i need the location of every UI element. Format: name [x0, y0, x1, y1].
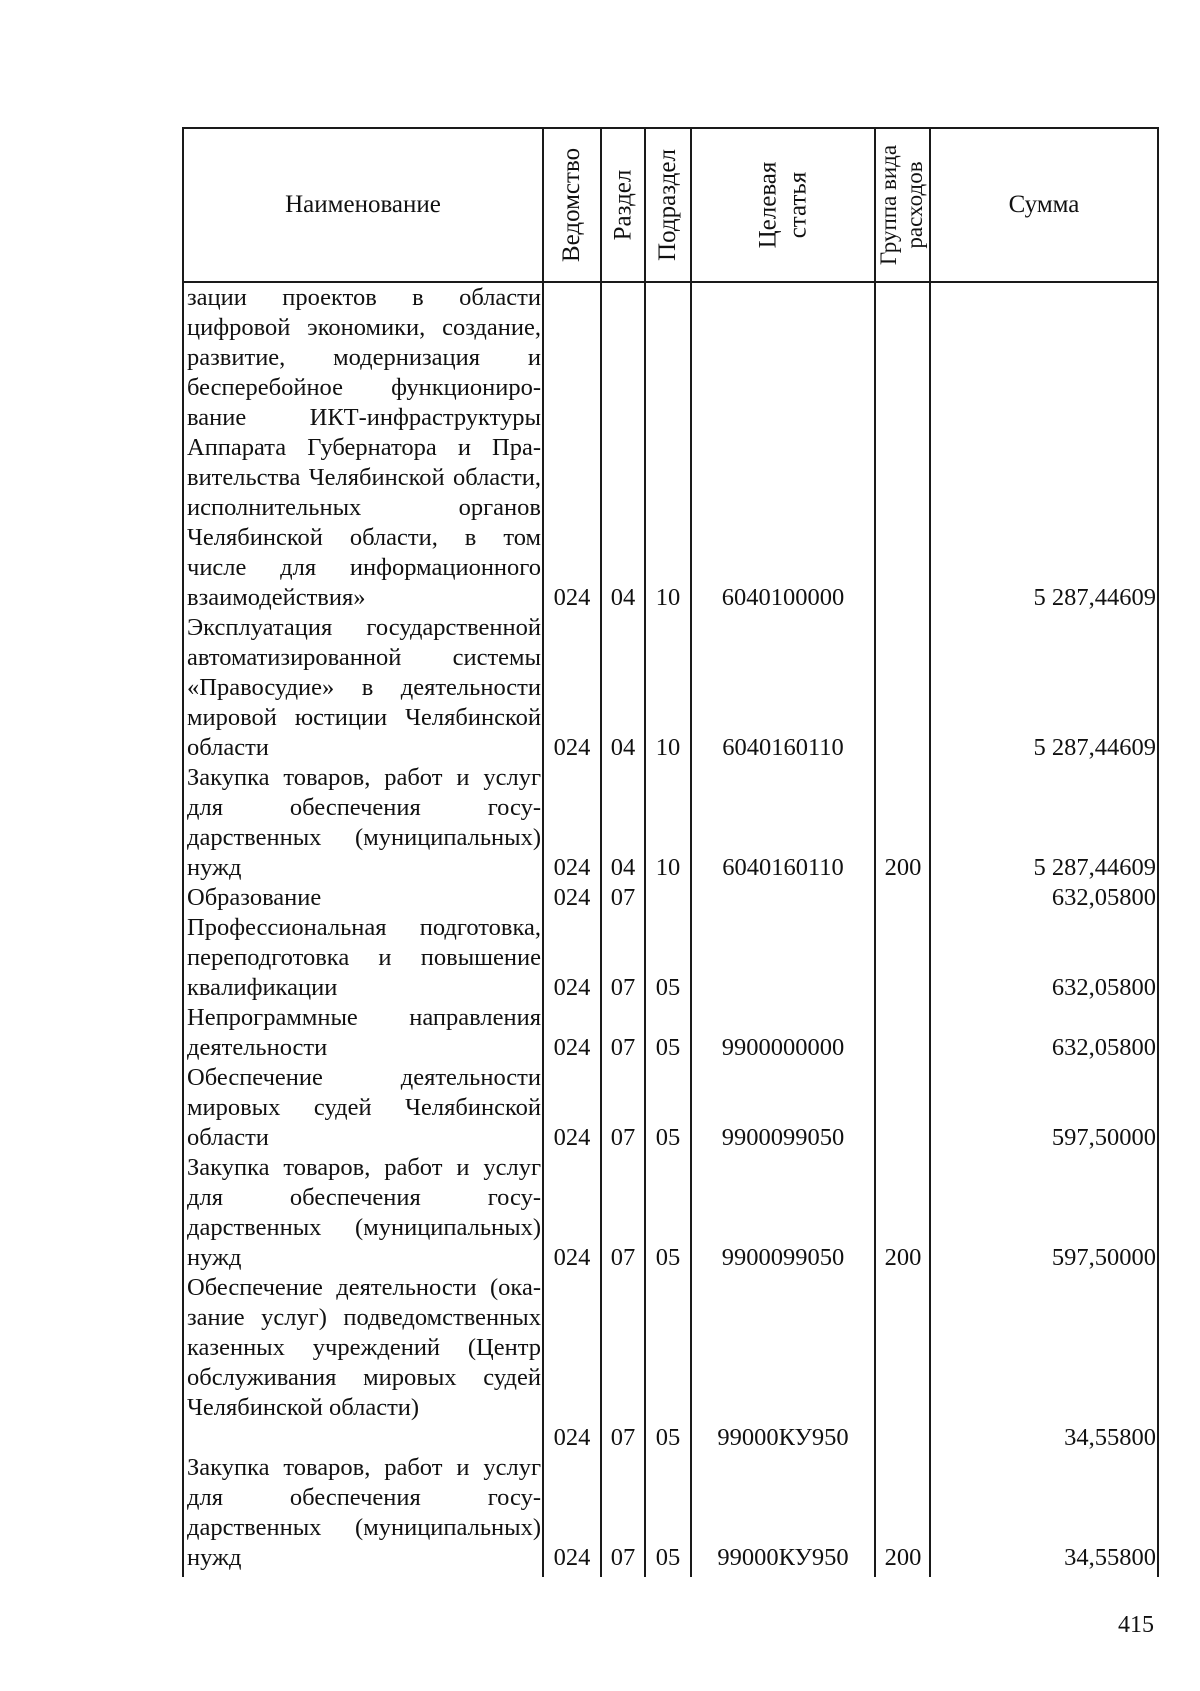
- row-summa: 597,50000: [1051, 1244, 1156, 1271]
- col-divider-podrazdel: [690, 127, 692, 1577]
- row-vedomstvo: 024: [553, 1124, 591, 1151]
- col-divider-gruppa: [929, 127, 931, 1577]
- row-razdel: 07: [610, 1544, 636, 1571]
- row-celevaya: 99000КУ950: [717, 1424, 849, 1451]
- header-gruppa-line2: расходов: [902, 161, 928, 249]
- row-celevaya: 9900099050: [721, 1244, 845, 1271]
- row-vedomstvo: 024: [553, 1424, 591, 1451]
- row-gruppa: 200: [884, 1544, 922, 1571]
- row-razdel: 04: [610, 734, 636, 761]
- row-podrazdel: 10: [655, 734, 681, 761]
- row-summa: 5 287,44609: [1033, 854, 1156, 881]
- row-razdel: 07: [610, 974, 636, 1001]
- row-name: зации проектов в области цифровой экономики, создание, развитие, модернизация и бесперебойное функционирование ИКТ-инфраструктуры Аппарата Губернатора и Правительства Челябинской области, исполнительных органов Челябинской области, в том числе для информационного взаимодействия»: [187, 284, 541, 611]
- header-gruppa: [876, 129, 929, 281]
- row-name: Закупка товаров, работ и услуг для обеспечения государственных (муниципальных) нужд: [187, 1454, 541, 1571]
- row-celevaya: 9900099050: [721, 1124, 845, 1151]
- header-summa: [931, 129, 1157, 281]
- row-name: Эксплуатация государственной автоматизированной системы «Правосудие» в деятельности мировой юстиции Челябинской области: [187, 614, 541, 761]
- header-celevaya-line1: Целевая: [753, 161, 781, 249]
- col-divider-vedomstvo: [600, 127, 602, 1577]
- row-name: Непрограммные направления деятельности: [187, 1004, 541, 1061]
- row-name: Закупка товаров, работ и услуг для обеспечения государственных (муниципальных) нужд: [187, 764, 541, 881]
- header-vedomstvo-label: Ведомство: [558, 147, 586, 263]
- header-celevaya-label: [753, 162, 813, 249]
- row-podrazdel: 10: [655, 584, 681, 611]
- header-celevaya-line2: статья: [783, 171, 811, 239]
- header-summa-label: Сумма: [1008, 191, 1080, 218]
- col-divider-razdel: [644, 127, 646, 1577]
- row-vedomstvo: 024: [553, 734, 591, 761]
- page-number: 415: [1118, 1612, 1154, 1638]
- row-name: Закупка товаров, работ и услуг для обеспечения государственных (муниципальных) нужд: [187, 1154, 541, 1271]
- row-summa: 34,55800: [1064, 1424, 1156, 1451]
- row-celevaya: 6040100000: [721, 584, 845, 611]
- row-celevaya: 6040160110: [722, 854, 844, 881]
- header-name-label: Наименование: [285, 191, 441, 218]
- col-divider-celevaya: [874, 127, 876, 1577]
- row-podrazdel: 05: [655, 1244, 681, 1271]
- header-gruppa-label: [877, 145, 929, 265]
- header-podrazdel-label: Подраздел: [654, 149, 681, 261]
- table-right-border: [1157, 127, 1159, 1577]
- row-razdel: 07: [610, 1244, 636, 1271]
- row-podrazdel: 05: [655, 1124, 681, 1151]
- row-name: Обеспечение деятельности мировых судей Челябинской области: [187, 1064, 541, 1151]
- table-left-border: [182, 127, 184, 1577]
- row-razdel: 07: [610, 1124, 636, 1151]
- row-name: Обеспечение деятельности (оказание услуг) подведомственных казенных учреждений (Центр обслуживания мировых судей Челябинской области): [187, 1274, 541, 1421]
- col-divider-name: [542, 127, 544, 1577]
- row-vedomstvo: 024: [553, 584, 591, 611]
- row-podrazdel: 05: [655, 974, 681, 1001]
- header-name: [184, 129, 542, 281]
- row-razdel: 04: [610, 584, 636, 611]
- row-name: Профессиональная подготовка, переподготовка и повышение квалификации: [187, 914, 541, 1001]
- row-razdel: 07: [610, 884, 636, 911]
- row-podrazdel: 05: [655, 1424, 681, 1451]
- row-name: Образование: [187, 884, 322, 911]
- row-celevaya: 9900000000: [721, 1034, 845, 1061]
- row-summa: 632,05800: [1051, 974, 1156, 1001]
- row-razdel: 07: [610, 1034, 636, 1061]
- row-summa: 34,55800: [1064, 1544, 1156, 1571]
- row-vedomstvo: 024: [553, 1544, 591, 1571]
- header-podrazdel: [646, 129, 690, 281]
- row-summa: 5 287,44609: [1033, 734, 1156, 761]
- row-podrazdel: 05: [655, 1544, 681, 1571]
- row-vedomstvo: 024: [553, 974, 591, 1001]
- header-gruppa-line1: Группа вида: [876, 144, 902, 266]
- row-razdel: 04: [610, 854, 636, 881]
- header-vedomstvo: [544, 129, 600, 281]
- row-summa: 597,50000: [1051, 1124, 1156, 1151]
- row-summa: 5 287,44609: [1033, 584, 1156, 611]
- row-podrazdel: 05: [655, 1034, 681, 1061]
- row-celevaya: 6040160110: [722, 734, 844, 761]
- header-razdel-label: Раздел: [609, 169, 636, 241]
- row-razdel: 07: [610, 1424, 636, 1451]
- row-vedomstvo: 024: [553, 1034, 591, 1061]
- row-celevaya: 99000КУ950: [717, 1544, 849, 1571]
- header-razdel: [602, 129, 644, 281]
- row-podrazdel: 10: [655, 854, 681, 881]
- row-gruppa: 200: [884, 854, 922, 881]
- row-summa: 632,05800: [1051, 884, 1156, 911]
- row-vedomstvo: 024: [553, 854, 591, 881]
- header-celevaya: [692, 129, 874, 281]
- row-vedomstvo: 024: [553, 1244, 591, 1271]
- row-gruppa: 200: [884, 1244, 922, 1271]
- row-vedomstvo: 024: [553, 884, 591, 911]
- row-summa: 632,05800: [1051, 1034, 1156, 1061]
